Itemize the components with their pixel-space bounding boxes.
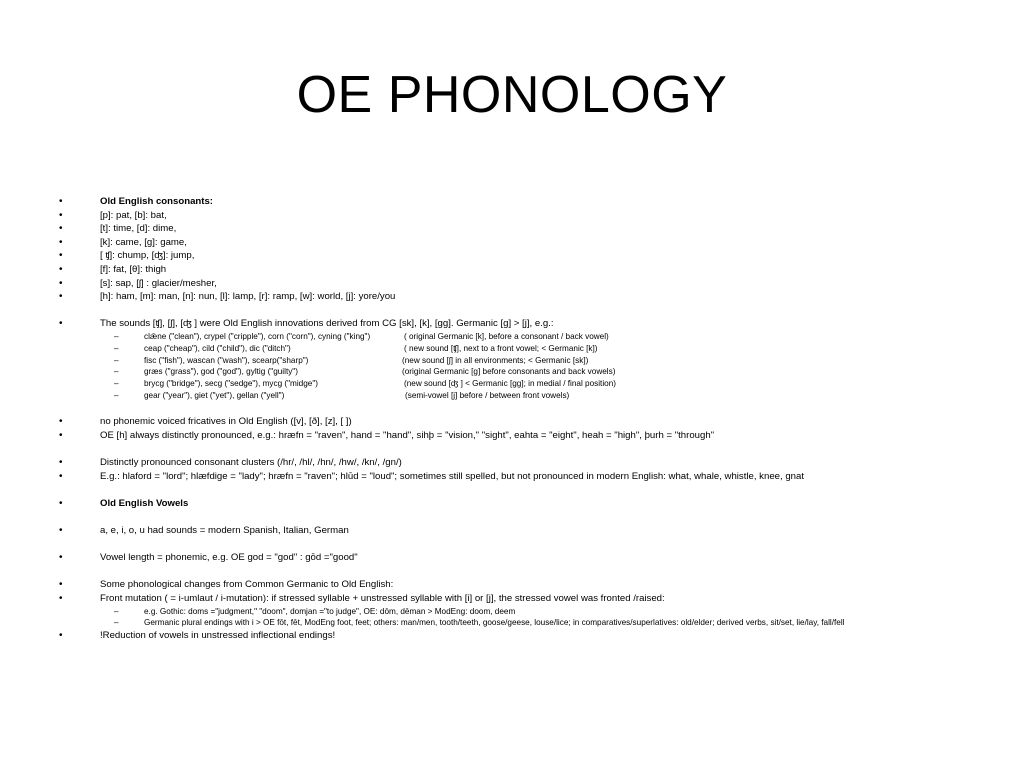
- bullet: •: [59, 497, 63, 509]
- bullet: •: [59, 318, 63, 330]
- bullet: •: [59, 457, 63, 469]
- bullet: •: [59, 250, 63, 262]
- dash: –: [114, 606, 119, 616]
- clusters-line: Distinctly pronounced consonant clusters (/hr/, /hl/, /hn/, /hw/, /kn/, /gn/): [100, 457, 402, 469]
- sub-list-item: [0, 378, 1024, 390]
- bullet: •: [59, 552, 63, 564]
- fricatives-line: no phonemic voiced fricatives in Old English ([v], [ð], [z], [ ]): [100, 416, 352, 428]
- example-note: (new sound [ʃ] in all environments; < Germanic [sk]): [402, 355, 589, 365]
- dash: –: [114, 355, 119, 365]
- bullet: •: [59, 630, 63, 642]
- innovations-intro: The sounds [ʧ], [ʃ], [ʤ ] were Old English innovations derived from CG [sk], [k], [gg]. Germanic [g] > [j], e.g.:: [100, 318, 554, 330]
- example-note: ( original Germanic [k], before a consonant / back vowel): [404, 331, 609, 341]
- dash: –: [114, 618, 119, 628]
- sub-list-item: [0, 355, 1024, 367]
- consonant-line: [h]: ham, [m]: man, [n]: nun, [l]: lamp, [r]: ramp, [w]: world, [j]: yore/you: [100, 291, 396, 303]
- sub-list-item: [0, 366, 1024, 378]
- example-text: brycg ("bridge"), secg ("sedge"), mycg ("midge"): [144, 379, 318, 389]
- bullet: •: [59, 291, 63, 303]
- example-note: (new sound [ʤ ] < Germanic [gg]; in medial / final position): [404, 379, 616, 389]
- consonant-line: [p]: pat, [b]: bat,: [100, 209, 167, 221]
- bullet: •: [59, 593, 63, 605]
- example-text: gear ("year"), giet ("yet"), gellan ("yell"): [144, 390, 285, 400]
- changes-intro: Some phonological changes from Common Germanic to Old English:: [100, 579, 394, 591]
- dash: –: [114, 331, 119, 341]
- list-item: [0, 277, 1024, 291]
- bullet: •: [59, 263, 63, 275]
- list-item: [0, 497, 1024, 511]
- list-item: [0, 415, 1024, 429]
- bullet: •: [59, 429, 63, 441]
- bullet: •: [59, 236, 63, 248]
- bullet: •: [59, 525, 63, 537]
- list-item: [0, 195, 1024, 209]
- list-item: [0, 429, 1024, 443]
- vowels-heading: Old English Vowels: [100, 497, 189, 509]
- front-mutation-line: Front mutation ( = i-umlaut / i-mutation): if stressed syllable + unstressed syllable with [i] or [j], the stressed vowel was fronted /raised:: [100, 593, 665, 605]
- sub-list-item: [0, 617, 1024, 629]
- slide-title: OE PHONOLOGY: [296, 66, 728, 124]
- vowel-sounds-line: a, e, i, o, u had sounds = modern Spanish, Italian, German: [100, 525, 349, 537]
- consonant-line: [ ʧ]: chump, [ʤ]: jump,: [100, 250, 195, 262]
- list-item: [0, 222, 1024, 236]
- consonant-line: [f]: fat, [θ]: thigh: [100, 263, 167, 275]
- dash: –: [114, 379, 119, 389]
- list-item: [0, 249, 1024, 263]
- slide-content: [0, 195, 1024, 643]
- bullet: •: [59, 223, 63, 235]
- example-note: ( new sound [ʧ], next to a front vowel; < Germanic [k]): [404, 343, 598, 353]
- bullet: •: [59, 470, 63, 482]
- h-pronunciation-line: OE [h] always distinctly pronounced, e.g.: hræfn = "raven", hand = "hand", sihþ = "vision," "sight", eahta = "eight", heah = "high", þurh = "through": [100, 429, 715, 441]
- reduction-line: !Reduction of vowels in unstressed inflectional endings!: [100, 630, 336, 642]
- dash: –: [114, 390, 119, 400]
- list-item: [0, 524, 1024, 538]
- consonant-line: [t]: time, [d]: dime,: [100, 223, 177, 235]
- dash: –: [114, 343, 119, 353]
- list-item: [0, 290, 1024, 304]
- bullet: •: [59, 277, 63, 289]
- list-item: [0, 592, 1024, 606]
- example-note: (original Germanic [g] before consonants and back vowels): [402, 367, 616, 377]
- list-item: [0, 317, 1024, 331]
- sub-list-item: [0, 390, 1024, 402]
- bullet: •: [59, 579, 63, 591]
- list-item: [0, 236, 1024, 250]
- sub-list-item: [0, 606, 1024, 618]
- mutation-example: Germanic plural endings with i > OE fōt, fēt, ModEng foot, feet; others: man/men, tooth/teeth, goose/geese, louse/lice; in comparatives/superlatives: old/elder; derived verbs, sit/set, lie/lay, fall/fell: [144, 618, 845, 628]
- consonants-heading: Old English consonants:: [100, 196, 213, 207]
- mutation-example: e.g. Gothic: doms ="judgment," "doom", domjan ="to judge", OE: dōm, dēman > ModEng: doom, deem: [144, 606, 516, 616]
- bullet: •: [59, 209, 63, 221]
- list-item: [0, 209, 1024, 223]
- example-note: (semi-vowel [j] before / between front vowels): [405, 390, 570, 400]
- example-text: clǣne ("clean"), crypel ("cripple"), corn ("corn"), cyning ("king"): [144, 331, 371, 341]
- list-item: [0, 263, 1024, 277]
- bullet: •: [59, 196, 63, 207]
- example-text: græs ("grass"), god ("god"), gyltig ("guilty"): [144, 367, 298, 377]
- clusters-examples-line: E.g.: hlaford = "lord"; hlæfdige = "lady"; hræfn = "raven"; hlūd = "loud"; sometimes still spelled, but not pronounced in modern English: what, whale, whistle, knee, gnat: [100, 470, 804, 482]
- example-text: ceap ("cheap"), cild ("child"), dic ("ditch"): [144, 343, 291, 353]
- example-text: fisc ("fish"), wascan ("wash"), scearp("sharp"): [144, 355, 309, 365]
- bullet: •: [59, 416, 63, 428]
- list-item: [0, 551, 1024, 565]
- sub-list-item: [0, 331, 1024, 343]
- list-item: [0, 578, 1024, 592]
- consonant-line: [s]: sap, [ʃ] : glacier/mesher,: [100, 277, 217, 289]
- sub-list-item: [0, 343, 1024, 355]
- list-item: [0, 456, 1024, 470]
- list-item: [0, 629, 1024, 643]
- consonant-line: [k]: came, [g]: game,: [100, 236, 187, 248]
- list-item: [0, 470, 1024, 484]
- dash: –: [114, 367, 119, 377]
- vowel-length-line: Vowel length = phonemic, e.g. OE god = "god" : gōd ="good": [100, 552, 358, 564]
